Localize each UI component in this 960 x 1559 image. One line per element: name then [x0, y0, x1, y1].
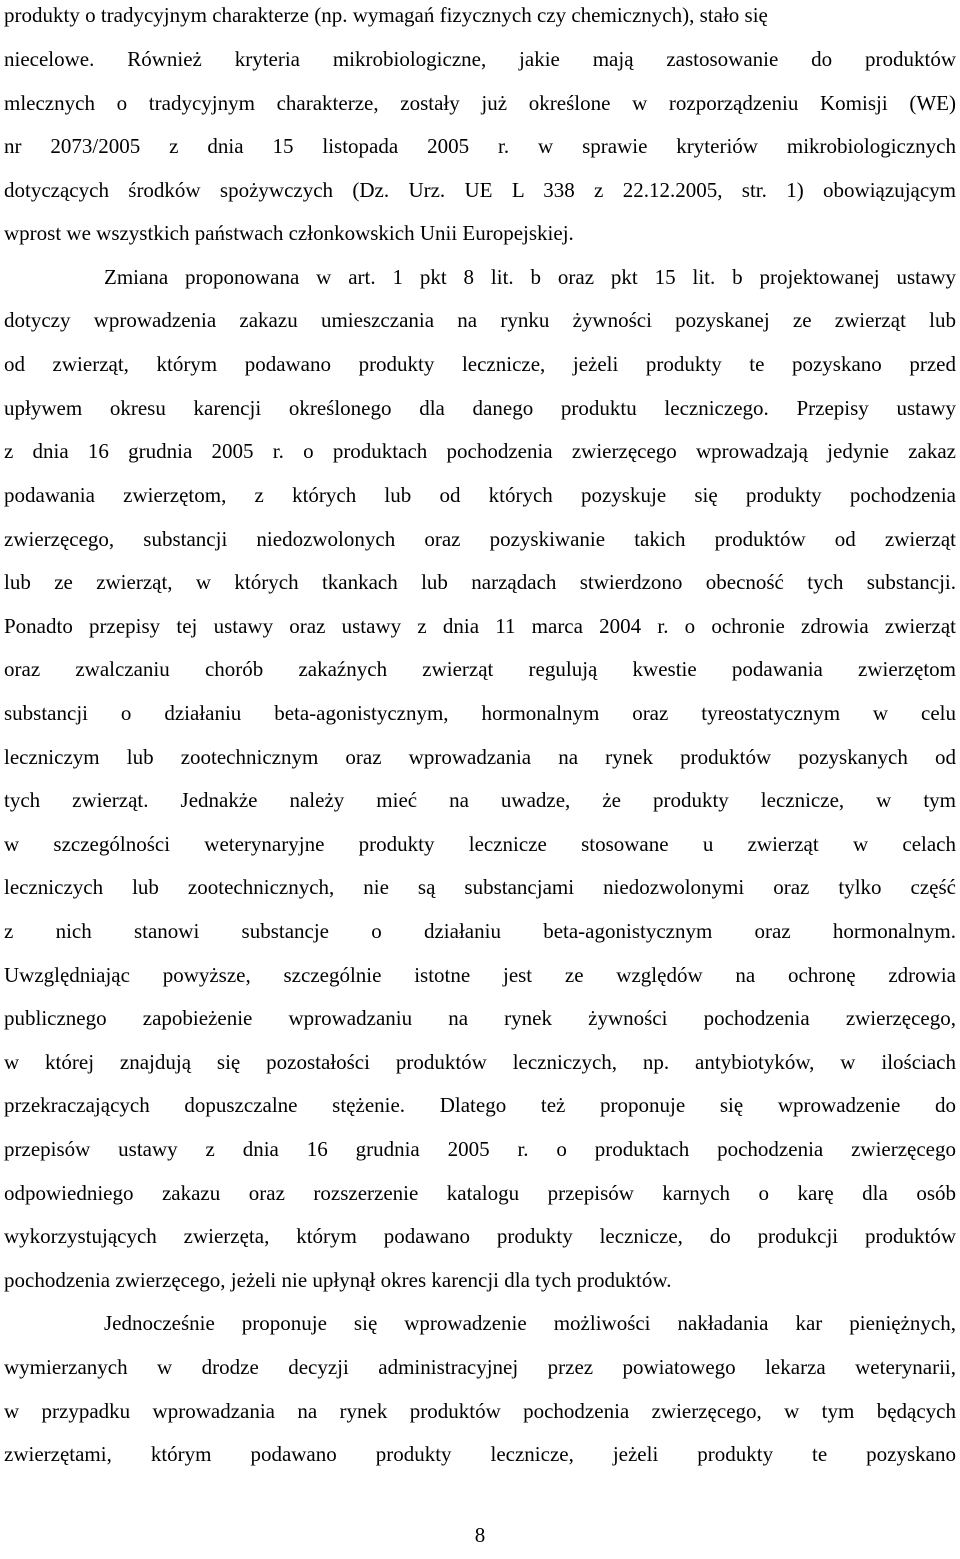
- text-line: przepisów ustawy z dnia 16 grudnia 2005 r. o produktach pochodzenia zwierzęcego: [4, 1137, 956, 1161]
- text-line: pochodzenia zwierzęcego, jeżeli nie upłynął okres karencji dla tych produktów.: [4, 1268, 672, 1292]
- text-line: publicznego zapobieżenie wprowadzaniu na rynek żywności pochodzenia zwierzęcego,: [4, 1006, 956, 1030]
- text-line: oraz zwalczaniu chorób zakaźnych zwierząt regulują kwestie podawania zwierzętom: [4, 657, 956, 681]
- text-line: odpowiedniego zakazu oraz rozszerzenie katalogu przepisów karnych o karę dla osób: [4, 1181, 956, 1205]
- text-line: wprost we wszystkich państwach członkowskich Unii Europejskiej.: [4, 221, 574, 245]
- text-line: z nich stanowi substancje o działaniu beta-agonistycznym oraz hormonalnym.: [4, 919, 956, 943]
- text-line: przekraczających dopuszczalne stężenie. Dlatego też proponuje się wprowadzenie do: [4, 1093, 956, 1117]
- text-line: Ponadto przepisy tej ustawy oraz ustawy z dnia 11 marca 2004 r. o ochronie zdrowia zwierząt: [4, 614, 956, 638]
- text-line: w przypadku wprowadzania na rynek produktów pochodzenia zwierzęcego, w tym będących: [4, 1399, 956, 1423]
- text-line: Jednocześnie proponuje się wprowadzenie możliwości nakładania kar pieniężnych,: [104, 1311, 956, 1335]
- text-line: zwierzęcego, substancji niedozwolonych oraz pozyskiwanie takich produktów od zwierząt: [4, 527, 956, 551]
- text-line: Zmiana proponowana w art. 1 pkt 8 lit. b oraz pkt 15 lit. b projektowanej ustawy: [104, 265, 956, 289]
- text-line: dotyczących środków spożywczych (Dz. Urz. UE L 338 z 22.12.2005, str. 1) obowiązującym: [4, 178, 956, 202]
- text-line: wymierzanych w drodze decyzji administracyjnej przez powiatowego lekarza weterynarii,: [4, 1355, 956, 1379]
- page-number: 8: [474, 1523, 486, 1547]
- text-line: tych zwierząt. Jednakże należy mieć na uwadze, że produkty lecznicze, w tym: [4, 788, 956, 812]
- text-line: substancji o działaniu beta-agonistycznym, hormonalnym oraz tyreostatycznym w celu: [4, 701, 956, 725]
- text-line: w której znajdują się pozostałości produktów leczniczych, np. antybiotyków, w ilościach: [4, 1050, 956, 1074]
- text-line: lub ze zwierząt, w których tkankach lub narządach stwierdzono obecność tych substancji.: [4, 570, 956, 594]
- text-line: mlecznych o tradycyjnym charakterze, zostały już określone w rozporządzeniu Komisji (WE): [4, 91, 956, 115]
- text-line: podawania zwierzętom, z których lub od których pozyskuje się produkty pochodzenia: [4, 483, 956, 507]
- text-line: dotyczy wprowadzenia zakazu umieszczania na rynku żywności pozyskanej ze zwierząt lub: [4, 308, 956, 332]
- text-line: w szczególności weterynaryjne produkty lecznicze stosowane u zwierząt w celach: [4, 832, 956, 856]
- text-line: niecelowe. Również kryteria mikrobiologiczne, jakie mają zastosowanie do produktów: [4, 47, 956, 71]
- text-line: nr 2073/2005 z dnia 15 listopada 2005 r. w sprawie kryteriów mikrobiologicznych: [4, 134, 956, 158]
- text-line: zwierzętami, którym podawano produkty lecznicze, jeżeli produkty te pozyskano: [4, 1442, 956, 1466]
- text-line: leczniczych lub zootechnicznych, nie są substancjami niedozwolonymi oraz tylko część: [4, 875, 956, 899]
- text-line: od zwierząt, którym podawano produkty lecznicze, jeżeli produkty te pozyskano przed: [4, 352, 956, 376]
- text-line: Uwzględniając powyższe, szczególnie istotne jest ze względów na ochronę zdrowia: [4, 963, 956, 987]
- text-line: leczniczym lub zootechnicznym oraz wprowadzania na rynek produktów pozyskanych od: [4, 745, 956, 769]
- text-line: upływem okresu karencji określonego dla danego produktu leczniczego. Przepisy ustawy: [4, 396, 956, 420]
- text-line: wykorzystujących zwierzęta, którym podawano produkty lecznicze, do produkcji produktów: [4, 1224, 956, 1248]
- text-line: produkty o tradycyjnym charakterze (np. wymagań fizycznych czy chemicznych), stało się: [4, 3, 768, 27]
- text-line: z dnia 16 grudnia 2005 r. o produktach pochodzenia zwierzęcego wprowadzają jedynie zakaz: [4, 439, 956, 463]
